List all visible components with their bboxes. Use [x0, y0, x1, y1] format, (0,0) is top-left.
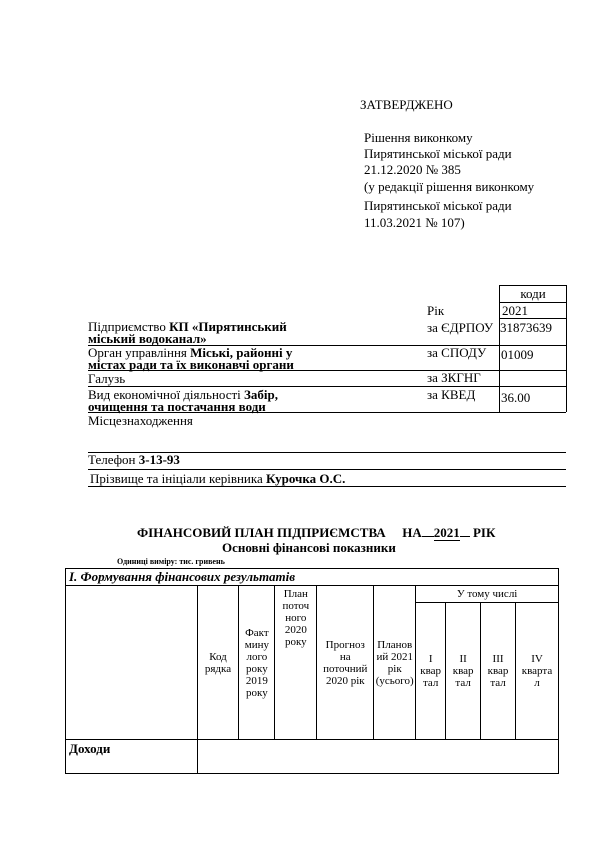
year-value: 2021	[502, 303, 528, 318]
org-value-line2: містах ради та їх виконавчі органи	[88, 357, 294, 372]
activity-label: Вид економічної діяльності	[88, 387, 241, 402]
branch-label: Галузь	[88, 371, 126, 386]
header-plan-year: Планов ий 2021 рік (усього)	[374, 586, 416, 740]
header-q3: III квар тал	[481, 603, 516, 740]
head-label: Прізвище та ініціали керівника	[90, 471, 263, 486]
approval-line-5: Пирятинської міської ради	[364, 198, 512, 213]
edrpou-label: за ЄДРПОУ	[427, 320, 494, 335]
enterprise-label: Підприємство	[88, 319, 166, 334]
header-forecast: Прогноз на поточний 2020 рік	[317, 586, 374, 740]
plan-subtitle: Основні фінансові показники	[222, 540, 396, 555]
section-title: I. Формування фінансових результатів	[66, 569, 559, 586]
org-label: Орган управління	[88, 345, 187, 360]
approval-line-6: 11.03.2021 № 107)	[364, 215, 465, 230]
plan-title-year: 2021	[433, 525, 460, 540]
row-income-label: Доходи	[66, 740, 198, 774]
spodu-label: за СПОДУ	[427, 345, 487, 360]
edrpou-value: 31873639	[500, 320, 552, 335]
head-value: Курочка О.С.	[266, 471, 346, 486]
header-q2: II квар тал	[446, 603, 481, 740]
units-label: Одиниці виміру: тис. гривень	[117, 557, 225, 566]
enterprise-name-line2: міський водоканал»	[88, 331, 207, 346]
financial-table	[65, 568, 559, 774]
kved-label: за КВЕД	[427, 387, 476, 402]
approval-line-4: (у редакції рішення виконкому	[364, 179, 535, 194]
plan-title-left: ФІНАНСОВИЙ ПЛАН ПІДПРИЄМСТВА	[137, 525, 386, 540]
activity-value-line2: очищення та постачання води	[88, 399, 266, 414]
header-fact: Факт мину лого року 2019 року	[239, 586, 275, 740]
spodu-value: 01009	[501, 347, 534, 362]
approval-title: ЗАТВЕРДЖЕНО	[360, 97, 453, 112]
enterprise-name: КП «Пирятинський	[169, 319, 287, 334]
header-q4: IV кварта л	[516, 603, 559, 740]
row-income-values	[197, 740, 558, 774]
header-q1: I квар тал	[416, 603, 446, 740]
activity-value: Забір,	[244, 387, 279, 402]
kved-value: 36.00	[501, 390, 531, 405]
org-value: Міські, районні у	[190, 345, 293, 360]
plan-title-on: НА	[402, 525, 422, 540]
header-plan-current: План поточ ного 2020 року	[275, 586, 317, 740]
head-row	[90, 471, 345, 487]
header-blank	[66, 586, 198, 740]
codes-header: коди	[520, 286, 546, 301]
phone-label: Телефон	[88, 452, 136, 467]
year-label: Рік	[427, 303, 445, 318]
plan-title	[137, 525, 495, 541]
zkgng-label: за ЗКГНГ	[427, 370, 481, 385]
plan-title-right: РІК	[472, 525, 496, 540]
approval-line-3: 21.12.2020 № 385	[364, 162, 461, 177]
location-label: Місцезнаходження	[88, 413, 193, 428]
approval-line-1: Рішення виконкому	[364, 130, 473, 145]
header-including: У тому числі	[416, 586, 559, 603]
phone-row	[88, 452, 180, 468]
phone-value: 3-13-93	[138, 452, 180, 467]
header-code: Код рядка	[197, 586, 239, 740]
approval-line-2: Пирятинської міської ради	[364, 146, 512, 161]
